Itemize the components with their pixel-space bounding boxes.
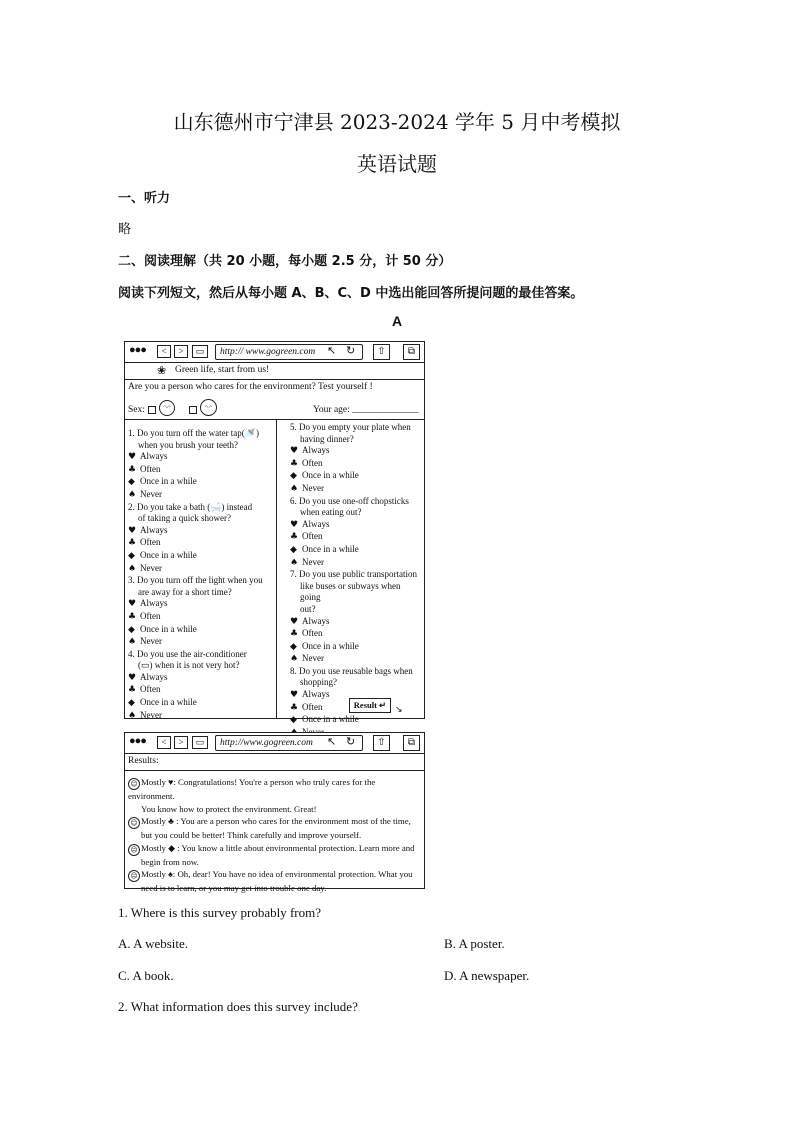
survey-option[interactable] [128,611,274,624]
pointer-icon: ↘ [395,704,403,714]
survey-option-label: Once in a while [140,549,197,560]
spade-icon: ♠ [290,557,299,568]
diamond-icon: ◆ [128,698,135,709]
survey-option[interactable] [128,710,274,723]
survey-option[interactable] [290,519,422,532]
passage-label: A [392,313,403,329]
club-icon: ♣ [290,702,299,713]
question-1: 1. Where is this survey probably from? [118,905,322,920]
diamond-icon: ◆ [290,641,297,652]
heart-icon: ♥ [290,446,299,457]
results-title-row [125,754,424,771]
survey-option[interactable] [128,451,274,464]
boy-face-icon: ᵔᵕᵔ [159,400,175,416]
survey-option[interactable] [290,557,422,570]
survey-option-label: Often [302,531,323,542]
spade-icon: ♠ [290,483,299,494]
page-icon[interactable]: ▭ [192,345,208,358]
survey-option-label: Never [302,653,324,664]
heart-icon: ♥ [128,525,137,536]
back-icon[interactable]: < [157,345,171,358]
q1-option-b[interactable]: B. A poster. [444,936,505,951]
survey-option-label: Once in a while [140,476,197,487]
results-list [128,776,420,895]
result-line: Mostly ♣ : You are a person who cares for the environment most of the time, [141,816,411,827]
address-bar[interactable]: http:// www.gogreen.com [215,344,363,360]
heart-icon: ♥ [128,599,137,610]
survey-option-label: Always [302,689,330,700]
survey-option-label: Never [140,488,162,499]
survey-option[interactable] [290,544,422,557]
result-item [128,868,420,882]
club-icon: ♣ [128,685,137,696]
survey-option-label: Always [140,524,168,535]
results-back-icon[interactable]: < [157,736,171,749]
survey-option[interactable] [128,476,274,489]
heart-icon: ♥ [290,519,299,530]
survey-option[interactable] [290,628,422,641]
female-checkbox[interactable] [189,406,197,414]
face-icon: ☹ [128,870,140,882]
diamond-icon: ◆ [290,471,297,482]
survey-option[interactable] [290,483,422,496]
male-checkbox[interactable] [148,406,156,414]
result-line: need is to learn, or you may get into trouble one day. [141,883,327,894]
survey-option-label: Once in a while [302,714,359,725]
browser-toolbar [125,342,424,363]
survey-option-label: Always [302,615,330,626]
q1-option-a[interactable]: A. A website. [118,936,189,951]
results-title: Results: [128,756,159,766]
survey-option-label: Always [302,518,330,529]
questions-right [290,422,422,739]
club-icon: ♣ [128,538,137,549]
survey-option[interactable] [128,550,274,563]
club-icon: ♣ [290,532,299,543]
survey-question-8-line: 8. Do you use reusable bags when [290,665,413,676]
survey-option[interactable] [290,714,422,727]
result-item [128,815,420,829]
survey-question-1-line: when you brush your teeth? [138,439,238,450]
results-toolbar [125,733,424,754]
survey-option-label: Often [140,610,161,621]
q1-option-d[interactable]: D. A newspaper. [444,968,530,983]
survey-option[interactable] [128,636,274,649]
survey-option[interactable] [290,445,422,458]
survey-option[interactable] [128,684,274,697]
sex-age-row [125,397,424,420]
age-label[interactable]: Your age: ______________ [313,405,419,415]
survey-option[interactable] [290,458,422,471]
result-line: Mostly ♥: Congratulations! You're a person who truly cares for the environment. [128,777,376,801]
results-forward-icon[interactable]: > [174,736,188,749]
diamond-icon: ◆ [128,624,135,635]
face-icon: ☺ [128,778,140,790]
survey-option-label: Often [140,537,161,548]
heart-icon: ♥ [290,690,299,701]
heart-icon: ♥ [128,452,137,463]
forward-icon[interactable]: > [174,345,188,358]
survey-option-label: Always [140,598,168,609]
survey-option[interactable] [128,672,274,685]
club-icon: ♣ [128,464,137,475]
survey-question-7-line: like buses or subways when going [300,580,401,603]
result-line: begin from now. [141,856,199,867]
results-refresh-icon[interactable]: ↻ [346,736,356,748]
survey-option-label: Once in a while [140,623,197,634]
survey-question-5-line: having dinner? [300,433,354,444]
diamond-icon: ◆ [128,477,135,488]
survey-question-3-line: 3. Do you turn off the light when you [128,575,263,586]
survey-option[interactable] [128,624,274,637]
result-line: You know how to protect the environment. Great! [141,803,317,814]
club-icon: ♣ [290,458,299,469]
diamond-icon: ◆ [128,550,135,561]
survey-option[interactable] [128,563,274,576]
results-window-icon[interactable]: ⧉ [403,735,420,751]
questions-left [128,428,274,722]
spade-icon: ♠ [128,489,137,500]
survey-option-label: Never [302,556,324,567]
survey-option[interactable] [128,464,274,477]
face-icon: ☺ [128,817,140,829]
window-icon[interactable]: ⧉ [403,344,420,360]
survey-option[interactable] [290,641,422,654]
spade-icon: ♠ [128,710,137,721]
club-icon: ♣ [128,611,137,622]
spade-icon: ♠ [128,563,137,574]
diamond-icon: ◆ [290,715,297,726]
survey-question-6-line: when eating out? [300,507,362,518]
survey-question-3-line: are away for a short time? [138,586,232,597]
survey-option-label: Once in a while [302,640,359,651]
survey-option-label: Never [140,562,162,573]
cursor-icon: ↖ [327,345,337,357]
reading-instruction: 阅读下列短文，然后从每小题 A、B、C、D 中选出能回答所提问题的最佳答案。 [118,286,584,301]
survey-option[interactable] [290,653,422,666]
survey-question-2-line: 2. Do you take a bath (🛁) instead [128,501,253,512]
survey-question-8-line: shopping? [300,677,337,688]
intro-text: Are you a person who cares for the environment? Test yourself ! [128,382,373,392]
result-line: but you could be better! Think carefully and improve yourself. [141,830,362,841]
results-dots-icon: ●●● [129,735,146,747]
result-item [128,842,420,856]
result-item [128,776,420,803]
results-cursor-icon: ↖ [327,736,337,748]
club-icon: ♣ [290,629,299,640]
refresh-icon[interactable]: ↻ [346,345,356,357]
survey-option[interactable] [290,616,422,629]
questions-area [125,420,424,726]
survey-option-label: Often [140,684,161,695]
listening-note: 略 [118,222,132,237]
spade-icon: ♠ [290,654,299,665]
page-title: 山东德州市宁津县 2023-2024 学年 5 月中考模拟 [173,110,621,134]
survey-option-label: Often [140,463,161,474]
result-line: Mostly ♠: Oh, dear! You have no idea of environmental protection. What you [141,869,413,880]
diamond-icon: ◆ [290,544,297,555]
result-line: Mostly ◆ : You know a little about environmental protection. Learn more and [141,842,415,853]
survey-option-label: Once in a while [140,697,197,708]
section-listening: 一、听力 [118,191,171,206]
survey-option[interactable] [128,598,274,611]
survey-option[interactable] [290,470,422,483]
survey-question-7-line: 7. Do you use public transportation [290,569,417,580]
survey-option-label: Never [302,482,324,493]
survey-option-label: Once in a while [302,543,359,554]
results-address-bar[interactable]: http://www.gogreen.com [215,735,363,751]
page-subtitle: 英语试题 [357,152,437,176]
girl-face-icon: ᵔᵕᵔ [200,399,217,416]
survey-option[interactable] [128,525,274,538]
survey-option-label: Often [302,701,323,712]
q1-option-c[interactable]: C. A book. [118,968,174,983]
survey-option-label: Never [140,709,162,720]
survey-option[interactable] [128,697,274,710]
heart-icon: ♥ [290,616,299,627]
spade-icon: ♠ [128,637,137,648]
share-icon[interactable]: ⇧ [373,344,390,360]
results-window [124,732,425,894]
survey-option-label: Often [302,457,323,468]
survey-question-7-line: out? [300,603,316,614]
intro-row [125,380,424,397]
column-divider [276,420,277,718]
survey-window [124,341,425,726]
survey-option[interactable] [290,531,422,544]
survey-option-label: Always [302,445,330,456]
survey-option-label: Always [140,671,168,682]
banner-text: Green life, start from us! [175,365,270,375]
face-icon: ☹ [128,844,140,856]
window-dots-icon: ●●● [129,344,146,356]
survey-option[interactable] [128,489,274,502]
result-button[interactable]: Result ↵ [349,698,391,713]
question-2: 2. What information does this survey include? [118,999,358,1014]
results-page-icon[interactable]: ▭ [192,736,208,749]
results-share-icon[interactable]: ⇧ [373,735,390,751]
globe-icon: ❀ [157,365,167,377]
survey-question-4-line: 4. Do you use the air-conditioner [128,648,247,659]
heart-icon: ♥ [128,672,137,683]
survey-option-label: Often [302,628,323,639]
survey-option-label: Always [140,451,168,462]
survey-option-label: Never [140,636,162,647]
survey-option-label: Once in a while [302,470,359,481]
banner-row [125,363,424,380]
section-reading: 二、阅读理解（共 20 小题，每小题 2.5 分，计 50 分） [118,254,452,269]
sex-label: Sex: [128,405,145,415]
survey-question-6-line: 6. Do you use one-off chopsticks [290,495,409,506]
survey-question-4-line: (▭) when it is not very hot? [138,660,240,671]
survey-question-5-line: 5. Do you empty your plate when [290,422,411,432]
survey-option[interactable] [128,537,274,550]
survey-question-1-line: 1. Do you turn off the water tap(🚿) [128,428,260,438]
survey-question-2-line: of taking a quick shower? [138,513,231,524]
